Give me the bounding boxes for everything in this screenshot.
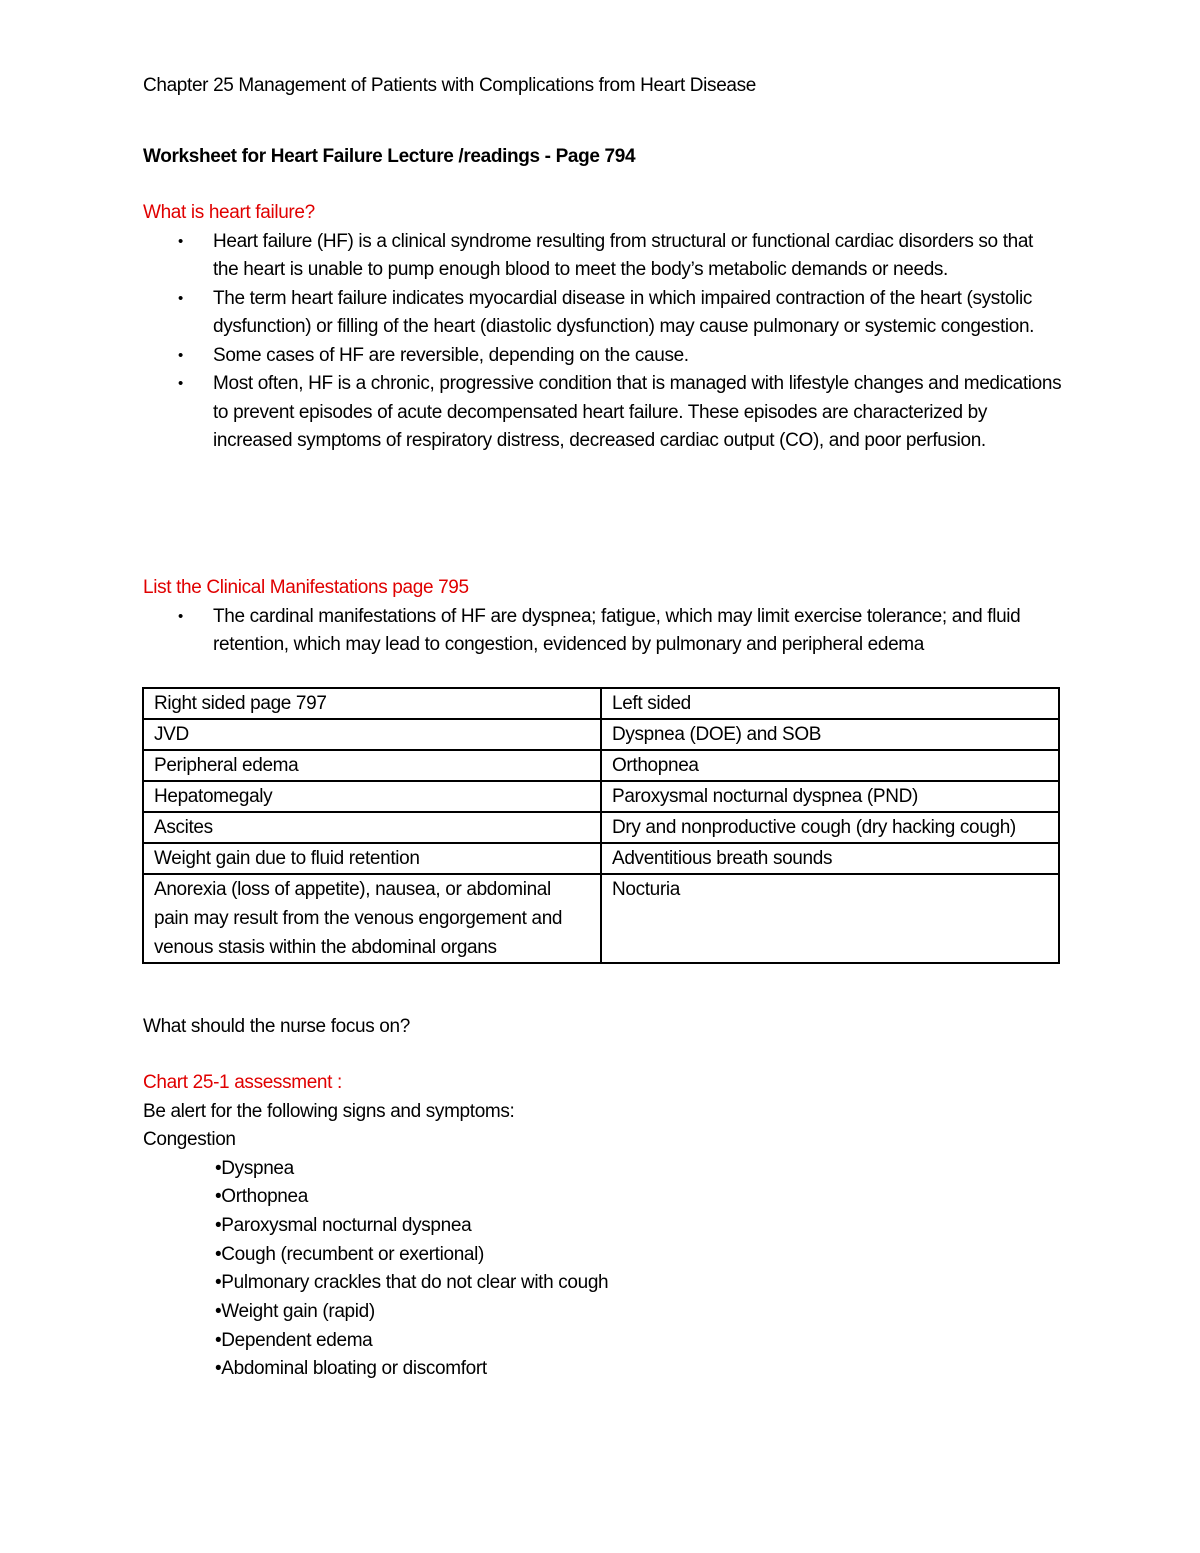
list-item: • Some cases of HF are reversible, depending on the cause. (143, 342, 1063, 371)
list-item: •Cough (recumbent or exertional) (215, 1243, 484, 1265)
section-heading: What is heart failure? (143, 202, 315, 223)
list-item: •Weight gain (rapid) (215, 1301, 375, 1323)
table-row (143, 688, 1059, 719)
worksheet-title: Worksheet for Heart Failure Lecture /readings - Page 794 (143, 146, 636, 167)
list-item: • Heart failure (HF) is a clinical syndrome resulting from structural or functional cardiac disorders so that the heart is unable to pump enough blood to meet the body’s metabolic demands or needs. (143, 228, 1063, 285)
table-cell: Weight gain due to fluid retention (143, 843, 601, 874)
table-cell: Dry and nonproductive cough (dry hacking cough) (601, 812, 1059, 843)
list-item: •Pulmonary crackles that do not clear with cough (215, 1272, 609, 1294)
table-row (143, 812, 1059, 843)
table-cell: Anorexia (loss of appetite), nausea, or abdominal pain may result from the venous engorgement and venous stasis within the abdominal organs (143, 874, 601, 963)
section-heading: Chart 25-1 assessment : (143, 1072, 342, 1093)
table-cell: Left sided (601, 688, 1059, 719)
list-item: •Orthopnea (215, 1186, 308, 1208)
manifestations-table (142, 687, 1060, 964)
chapter-title: Chapter 25 Management of Patients with Complications from Heart Disease (143, 75, 757, 96)
section-clinical-manifestations (143, 574, 1063, 660)
intro-text: Be alert for the following signs and symptoms: (143, 1100, 515, 1122)
list-item: •Paroxysmal nocturnal dyspnea (215, 1214, 472, 1236)
table-row (143, 843, 1059, 874)
table-row (143, 874, 1059, 963)
list-item: •Abdominal bloating or discomfort (215, 1358, 487, 1380)
list-item: •Dyspnea (215, 1157, 294, 1179)
subheading: Congestion (143, 1129, 236, 1150)
section-heading: List the Clinical Manifestations page 795 (143, 577, 469, 598)
table-cell: Orthopnea (601, 750, 1059, 781)
list-item: • Most often, HF is a chronic, progressive condition that is managed with lifestyle changes and medications to prevent episodes of acute decompensated heart failure. These episodes are characterized by increased symptoms of respiratory distress, decreased cardiac output (CO), and poor perfusion. (143, 370, 1063, 456)
table-cell: Adventitious breath sounds (601, 843, 1059, 874)
table-cell: Ascites (143, 812, 601, 843)
list-item: •Dependent edema (215, 1329, 373, 1351)
list-item: • The cardinal manifestations of HF are dyspnea; fatigue, which may limit exercise tolerance; and fluid retention, which may lead to congestion, evidenced by pulmonary and peripheral edema (143, 603, 1063, 660)
nurse-focus-question: What should the nurse focus on? (143, 1016, 410, 1037)
table-cell: Peripheral edema (143, 750, 601, 781)
table-cell: Dyspnea (DOE) and SOB (601, 719, 1059, 750)
list-item: • The term heart failure indicates myocardial disease in which impaired contraction of the heart (systolic dysfunction) or filling of the heart (diastolic dysfunction) may cause pulmonary or systemic congestion. (143, 285, 1063, 342)
table-row (143, 750, 1059, 781)
section-chart-25-1 (143, 1069, 1063, 1384)
table-cell: Right sided page 797 (143, 688, 601, 719)
table-cell: Nocturia (601, 874, 1059, 963)
table-cell: Hepatomegaly (143, 781, 601, 812)
table-cell: JVD (143, 719, 601, 750)
section-what-is-hf (143, 199, 1063, 456)
table-cell: Paroxysmal nocturnal dyspnea (PND) (601, 781, 1059, 812)
table-row (143, 719, 1059, 750)
table-row (143, 781, 1059, 812)
